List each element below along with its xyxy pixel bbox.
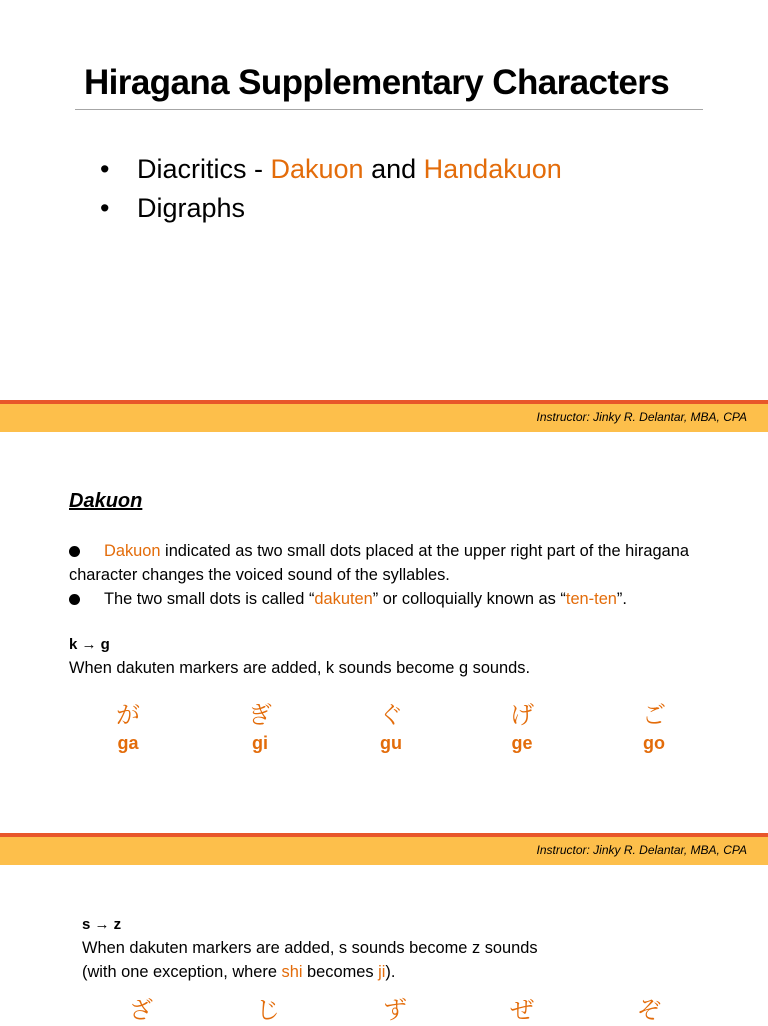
- title-divider: [75, 109, 703, 110]
- romaji-label: ga: [117, 733, 139, 753]
- instructor-credit: Instructor: Jinky R. Delantar, MBA, CPA: [536, 843, 747, 857]
- kana-cell-ga: [83, 701, 173, 755]
- rule-exception: [82, 960, 395, 984]
- kana-char: じ: [256, 997, 280, 1024]
- rule-label-s-z: s → z: [82, 916, 122, 933]
- kana-cell-zo: [604, 996, 694, 1026]
- kana-char: ぎ: [248, 702, 272, 729]
- kana-char: ぜ: [510, 997, 534, 1024]
- romaji-label: ge: [511, 733, 533, 753]
- romaji-label: go: [643, 733, 665, 753]
- kana-cell-ze: [477, 996, 567, 1026]
- instructor-credit: Instructor: Jinky R. Delantar, MBA, CPA: [536, 410, 747, 424]
- term-shi: shi: [281, 963, 303, 981]
- term-ji: ji: [378, 963, 386, 981]
- rule-text: ).: [385, 963, 396, 981]
- note-text: ” or colloquially known as “: [372, 590, 566, 608]
- rule-text: (with one exception, where: [82, 963, 282, 981]
- term-dakuon: Dakuon: [104, 542, 161, 560]
- section-heading: Dakuon: [69, 490, 143, 512]
- dakuon-notes: [69, 539, 729, 611]
- kana-char: ず: [383, 997, 407, 1024]
- romaji-label: gu: [380, 733, 402, 753]
- page-title: Hiragana Supplementary Characters: [84, 63, 670, 102]
- kana-cell-gu: [346, 701, 436, 755]
- topic-text: and: [363, 154, 424, 184]
- term-dakuon: Dakuon: [270, 154, 364, 184]
- note-text: indicated as two small dots placed at the upper right part of the hiragana character changes the voiced sound of the syllables.: [69, 542, 689, 584]
- kana-cell-ji: [223, 996, 313, 1026]
- note-text: The two small dots is called “: [104, 590, 315, 608]
- note-item: [69, 539, 729, 587]
- topic-item-diacritics: [100, 150, 562, 189]
- kana-cell-gi: [215, 701, 305, 755]
- rule-text: becomes: [302, 963, 379, 981]
- kana-char: げ: [510, 702, 534, 729]
- rule-label-k-g: k → g: [69, 636, 110, 653]
- kana-char: ざ: [129, 997, 153, 1024]
- kana-cell-go: [609, 701, 699, 755]
- topic-text: Diacritics -: [137, 154, 271, 184]
- topic-item-digraphs: [100, 189, 562, 228]
- topic-text: Digraphs: [137, 193, 246, 223]
- romaji-label: gi: [252, 733, 268, 753]
- rule-description: When dakuten markers are added, k sounds become g sounds.: [69, 659, 531, 677]
- note-item: [69, 587, 729, 611]
- kana-char: ぐ: [379, 702, 403, 729]
- footer-band: [0, 400, 768, 432]
- term-dakuten: dakuten: [314, 590, 373, 608]
- footer-band: [0, 833, 768, 865]
- note-text: ”.: [616, 590, 627, 608]
- kana-char: ぞ: [637, 997, 661, 1024]
- term-ten-ten: ten-ten: [565, 590, 617, 608]
- kana-char: ご: [642, 702, 666, 729]
- kana-cell-ge: [477, 701, 567, 755]
- kana-char: が: [116, 702, 140, 729]
- rule-description: When dakuten markers are added, s sounds become z sounds: [82, 939, 538, 957]
- term-handakuon: Handakuon: [423, 154, 562, 184]
- kana-cell-za: [96, 996, 186, 1026]
- kana-cell-zu: [350, 996, 440, 1026]
- topic-list: [100, 150, 562, 228]
